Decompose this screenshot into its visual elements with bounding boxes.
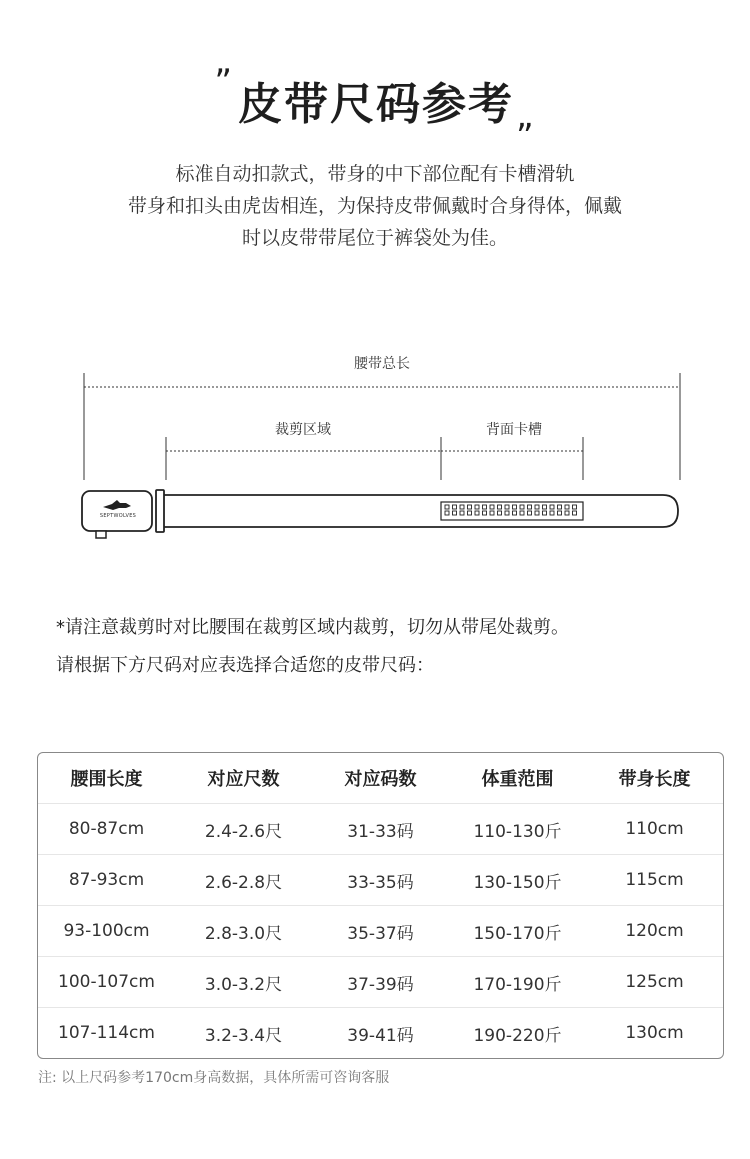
table-cell: 107-114cm [38, 1007, 175, 1058]
table-cell: 93-100cm [38, 905, 175, 956]
table-cell: 125cm [586, 956, 723, 1007]
header-weight-range: 体重范围 [481, 769, 554, 790]
table-cell: 2.8-3.0尺 [175, 905, 312, 956]
table-cell: 33-35码 [312, 854, 449, 905]
table-cell: 2.6-2.8尺 [175, 854, 312, 905]
title-close-quote: „ [516, 96, 536, 136]
table-row [38, 956, 723, 1007]
belt-diagram [0, 340, 750, 550]
belt-strap [160, 495, 678, 527]
table-row [38, 803, 723, 854]
table-cell: 110-130斤 [449, 803, 586, 854]
table-cell: 3.0-3.2尺 [175, 956, 312, 1007]
table-row [38, 905, 723, 956]
table-header-row [38, 753, 723, 803]
table-cell: 190-220斤 [449, 1007, 586, 1058]
table-row [38, 1007, 723, 1058]
table-cell: 35-37码 [312, 905, 449, 956]
intro-line: 时以皮带带尾位于裤袋处为佳。 [241, 227, 508, 249]
footnote: 注: 以上尺码参考170cm身高数据，具体所需可咨询客服 [38, 1070, 390, 1086]
page-title [0, 62, 750, 136]
table-cell: 130cm [586, 1007, 723, 1058]
header-belt-length: 带身长度 [618, 769, 691, 790]
intro-line: 带身和扣头由虎齿相连，为保持皮带佩戴时合身得体，佩戴 [127, 195, 622, 217]
table-cell: 150-170斤 [449, 905, 586, 956]
table-cell: 3.2-3.4尺 [175, 1007, 312, 1058]
table-cell: 2.4-2.6尺 [175, 803, 312, 854]
table-cell: 170-190斤 [449, 956, 586, 1007]
table-cell: 39-41码 [312, 1007, 449, 1058]
buckle [82, 491, 152, 531]
header-code-size: 对应码数 [344, 769, 417, 790]
back-slot-label: 背面卡槽 [486, 422, 542, 438]
size-chart-table [37, 752, 724, 1059]
cut-zone-dimension [166, 437, 441, 480]
header-chi-size: 对应尺数 [207, 769, 280, 790]
cutting-warning-note: *请注意裁剪时对比腰围在裁剪区域内裁剪，切勿从带尾处裁剪。 [56, 617, 569, 638]
table-cell: 120cm [586, 905, 723, 956]
table-cell: 130-150斤 [449, 854, 586, 905]
table-row [38, 854, 723, 905]
table-cell: 100-107cm [38, 956, 175, 1007]
table-cell: 37-39码 [312, 956, 449, 1007]
table-cell: 115cm [586, 854, 723, 905]
intro-line: 标准自动扣款式，带身的中下部位配有卡槽滑轨 [175, 163, 575, 185]
total-length-label: 腰带总长 [354, 356, 410, 372]
buckle-brand-text: SEPTWOLVES [99, 513, 137, 519]
table-cell: 80-87cm [38, 803, 175, 854]
table-cell: 87-93cm [38, 854, 175, 905]
table-cell: 31-33码 [312, 803, 449, 854]
title-open-quote: ” [214, 62, 234, 102]
cut-zone-label: 裁剪区域 [275, 422, 331, 438]
total-length-dimension [84, 373, 680, 480]
buckle-clip [96, 531, 106, 538]
title-text: 皮带尺码参考 [238, 79, 514, 130]
belt-keeper [156, 490, 164, 532]
size-instruction-note: 请根据下方尺码对应表选择合适您的皮带尺码： [56, 655, 434, 676]
header-waist-length: 腰围长度 [70, 769, 143, 790]
back-slot-dimension [441, 437, 583, 480]
intro-paragraph [0, 158, 750, 254]
table-cell: 110cm [586, 803, 723, 854]
